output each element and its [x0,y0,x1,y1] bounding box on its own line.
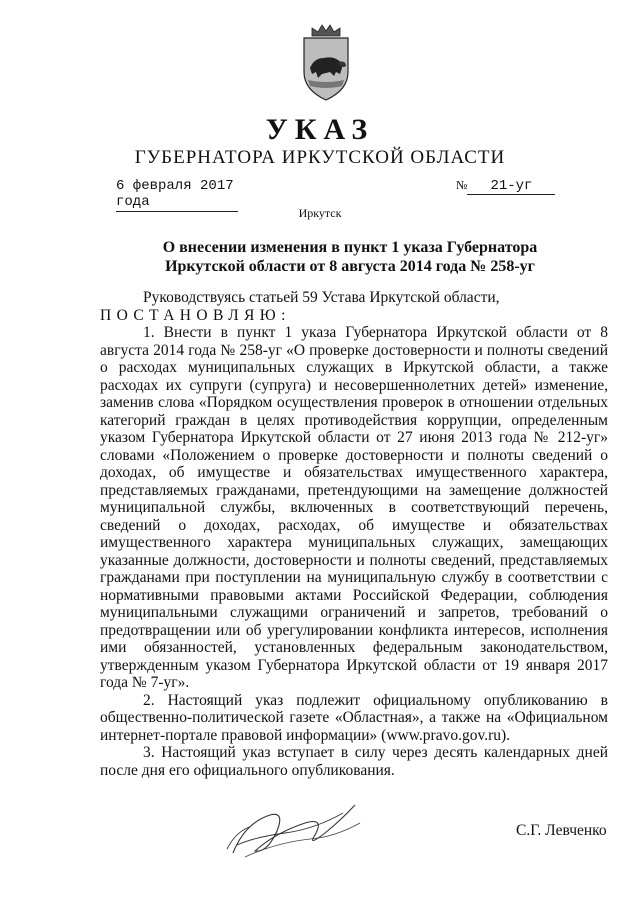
decree-word: ПОСТАНОВЛЯЮ: [100,306,291,324]
signer-name: С.Г. Левченко [516,822,607,839]
number-value: 21-уг [467,178,555,195]
document-date: 6 февраля 2017 года [116,178,238,212]
handwritten-signature [215,793,365,863]
document-heading: О внесении изменения в пункт 1 указа Губернатора Иркутской области от 8 августа 2014 года № 258-уг [162,239,538,275]
document-city: Иркутск [298,206,342,220]
document-title: УКАЗ [265,113,375,146]
item-3-paragraph: 3. Настоящий указ вступает в силу через десять календарных дней после дня его официального опубликования. [100,744,608,779]
number-sign: № [456,178,468,192]
irkutsk-coat-of-arms-icon [296,22,356,102]
item-2-paragraph: 2. Настоящий указ подлежит официальному опубликованию в общественно-политической газете «Областная», а также на «Официальном интернет-портале правовой информации» (www.pravo.gov.ru). [100,691,608,744]
document-body [100,289,608,779]
document-subtitle: ГУБЕРНАТОРА ИРКУТСКОЙ ОБЛАСТИ [134,147,506,168]
item-1-paragraph: 1. Внести в пункт 1 указа Губернатора Иркутской области от 8 августа 2014 года № 258-уг «О проверке достоверности и полноты сведений о расходах муниципальных служащих в Иркутской области, а также расходах их супруги (супруга) и несовершеннолетних детей» изменение, заменив слова «Порядком осуществления проверок в отношении отдельных категорий граждан в целях противодействия коррупции, определенным указом Губернатора Иркутской области от 27 июня 2013 года № 212-уг» словами «Положением о проверке достоверности и полноты сведений о доходах, об имуществе и обязательствах имущественного характера, представляемых гражданами, претендующими на замещение должностей муниципальной службы, включенных в соответствующий перечень, сведений о доходах, расходах, об имуществе и обязательствах имущественного характера муниципальных служащих, замещающих указанные должности, достоверности и полноты сведений, представляемых гражданами при поступлении на муниципальную службу в соответствии с нормативными правовыми актами Российской Федерации, соблюдения муниципальными служащими ограничений и запретов, требований о предотвращении или об урегулировании конфликта интересов, исполнения ими обязанностей, установленных федеральным законодательством, утвержденным указом Губернатора Иркутской области от 19 января 2017 года № 7-уг». [100,324,608,691]
document-number [456,178,555,195]
intro-paragraph: Руководствуясь статьей 59 Устава Иркутской области, [143,289,500,306]
